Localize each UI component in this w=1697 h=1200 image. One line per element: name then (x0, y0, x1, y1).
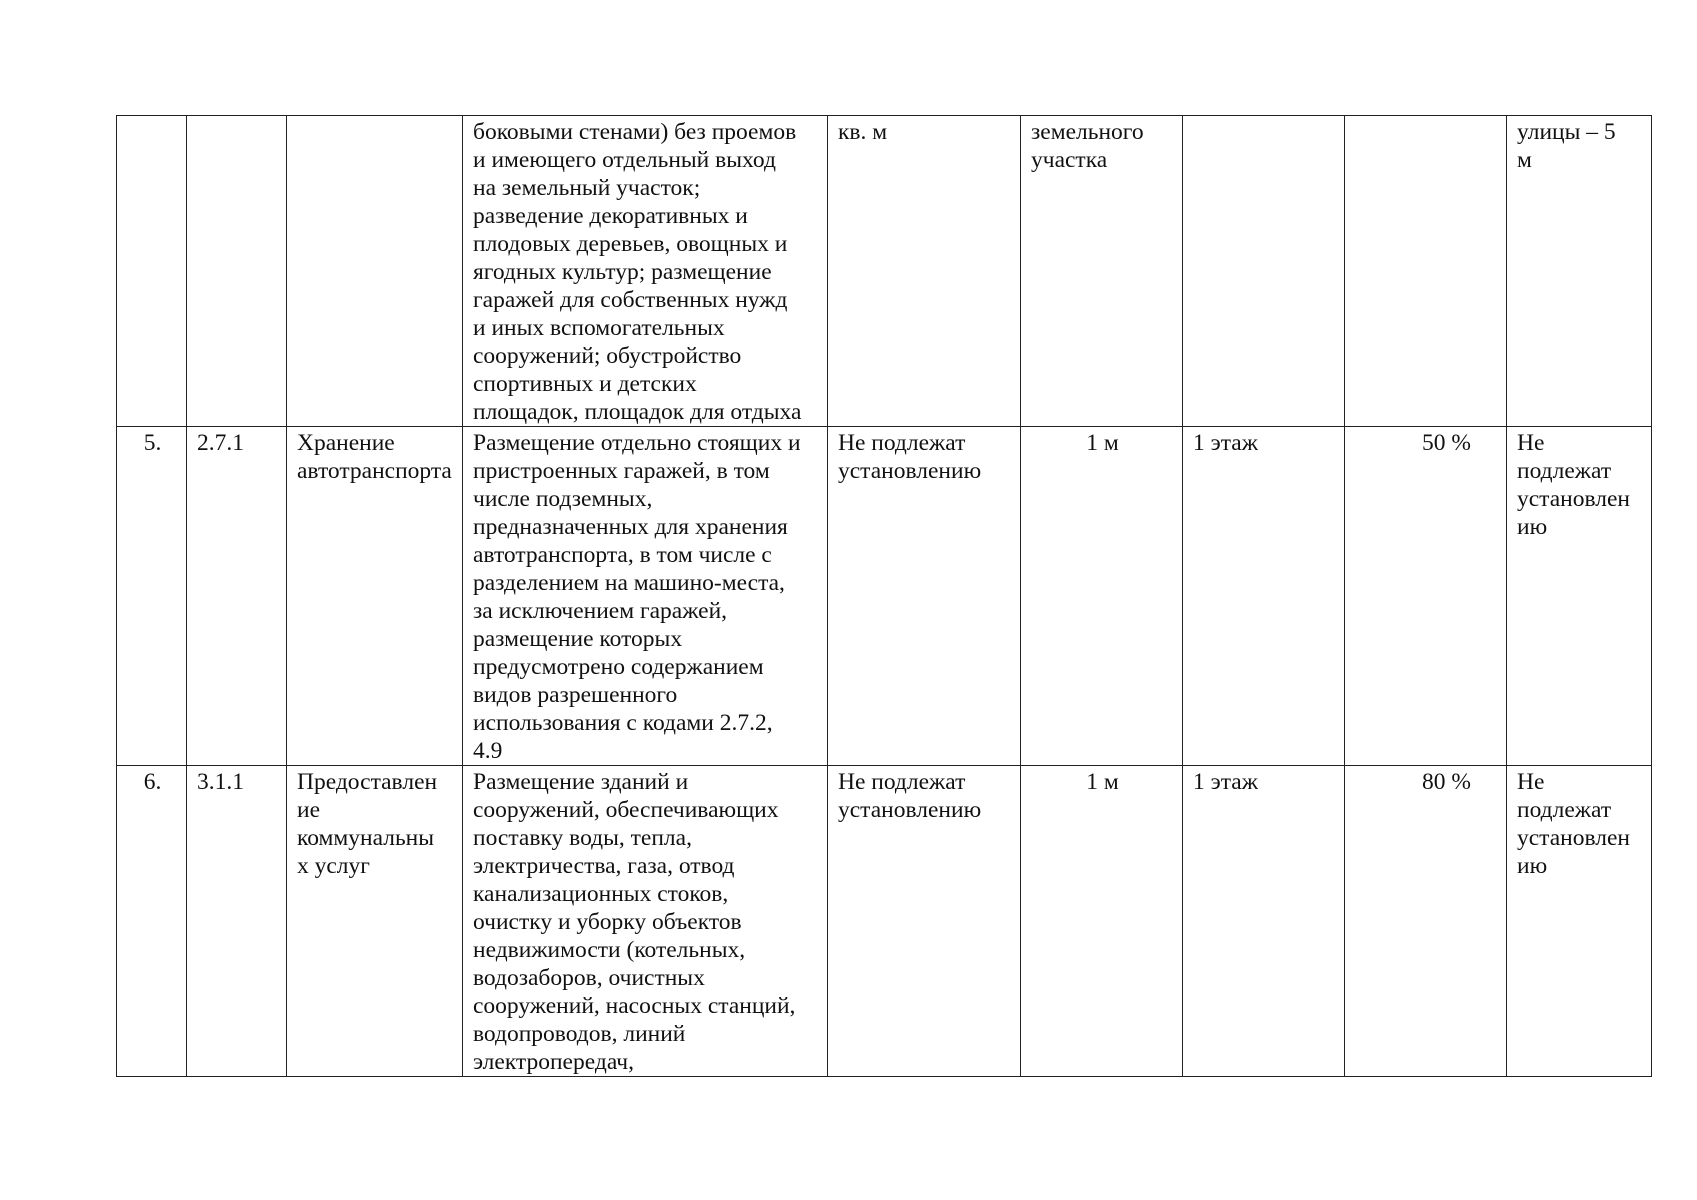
setback-cell: 1 м (1021, 766, 1183, 1077)
coverage-percent-cell (1345, 427, 1507, 766)
description-cell: Размещение отдельно стоящих и пристроенных гаражей, в том числе подземных, предназначенных для хранения автотранспорта, в том числе с разделением на машино-места, за исключением гаражей, размещение которых предусмотрено содержанием видов разрешенного использования с кодами 2.7.2, 4.9 (463, 427, 828, 766)
zoning-regulations-table (116, 115, 1652, 1077)
coverage-percent-cell (1345, 766, 1507, 1077)
table-row (117, 427, 1652, 766)
coverage-percent-value: 50 % (1422, 430, 1471, 456)
area-cell: Не подлежат установлению (828, 766, 1021, 1077)
floors-cell: 1 этаж (1183, 427, 1345, 766)
description-cell: Размещение зданий и сооружений, обеспечивающих поставку воды, тепла, электричества, газа, отвод канализационных стоков, очистку и уборку объектов недвижимости (котельных, водозаборов, очистных сооружений, насосных станций, водопроводов, линий электропередач, (463, 766, 828, 1077)
area-cell: кв. м (828, 116, 1021, 427)
use-name-cell: Предоставлен ие коммунальны х услуг (287, 766, 463, 1077)
row-number-cell: 6. (117, 766, 187, 1077)
description-cell: боковыми стенами) без проемов и имеющего отдельный выход на земельный участок; разведение декоративных и плодовых деревьев, овощных и ягодных культур; размещение гаражей для собственных нужд и иных вспомогательных сооружений; обустройство спортивных и детских площадок, площадок для отдыха (463, 116, 828, 427)
code-cell (187, 116, 287, 427)
floors-cell: 1 этаж (1183, 766, 1345, 1077)
setback-cell: земельного участка (1021, 116, 1183, 427)
other-params-cell: Не подлежат установлен ию (1507, 766, 1652, 1077)
table-row (117, 116, 1652, 427)
other-params-cell: Не подлежат установлен ию (1507, 427, 1652, 766)
coverage-percent-value: 80 % (1422, 769, 1471, 795)
row-number-cell: 5. (117, 427, 187, 766)
code-cell: 3.1.1 (187, 766, 287, 1077)
use-name-cell (287, 116, 463, 427)
other-params-cell: улицы – 5 м (1507, 116, 1652, 427)
code-cell: 2.7.1 (187, 427, 287, 766)
table-row (117, 766, 1652, 1077)
coverage-percent-cell (1345, 116, 1507, 427)
use-name-cell: Хранение автотранспорта (287, 427, 463, 766)
area-cell: Не подлежат установлению (828, 427, 1021, 766)
setback-cell: 1 м (1021, 427, 1183, 766)
row-number-cell (117, 116, 187, 427)
floors-cell (1183, 116, 1345, 427)
